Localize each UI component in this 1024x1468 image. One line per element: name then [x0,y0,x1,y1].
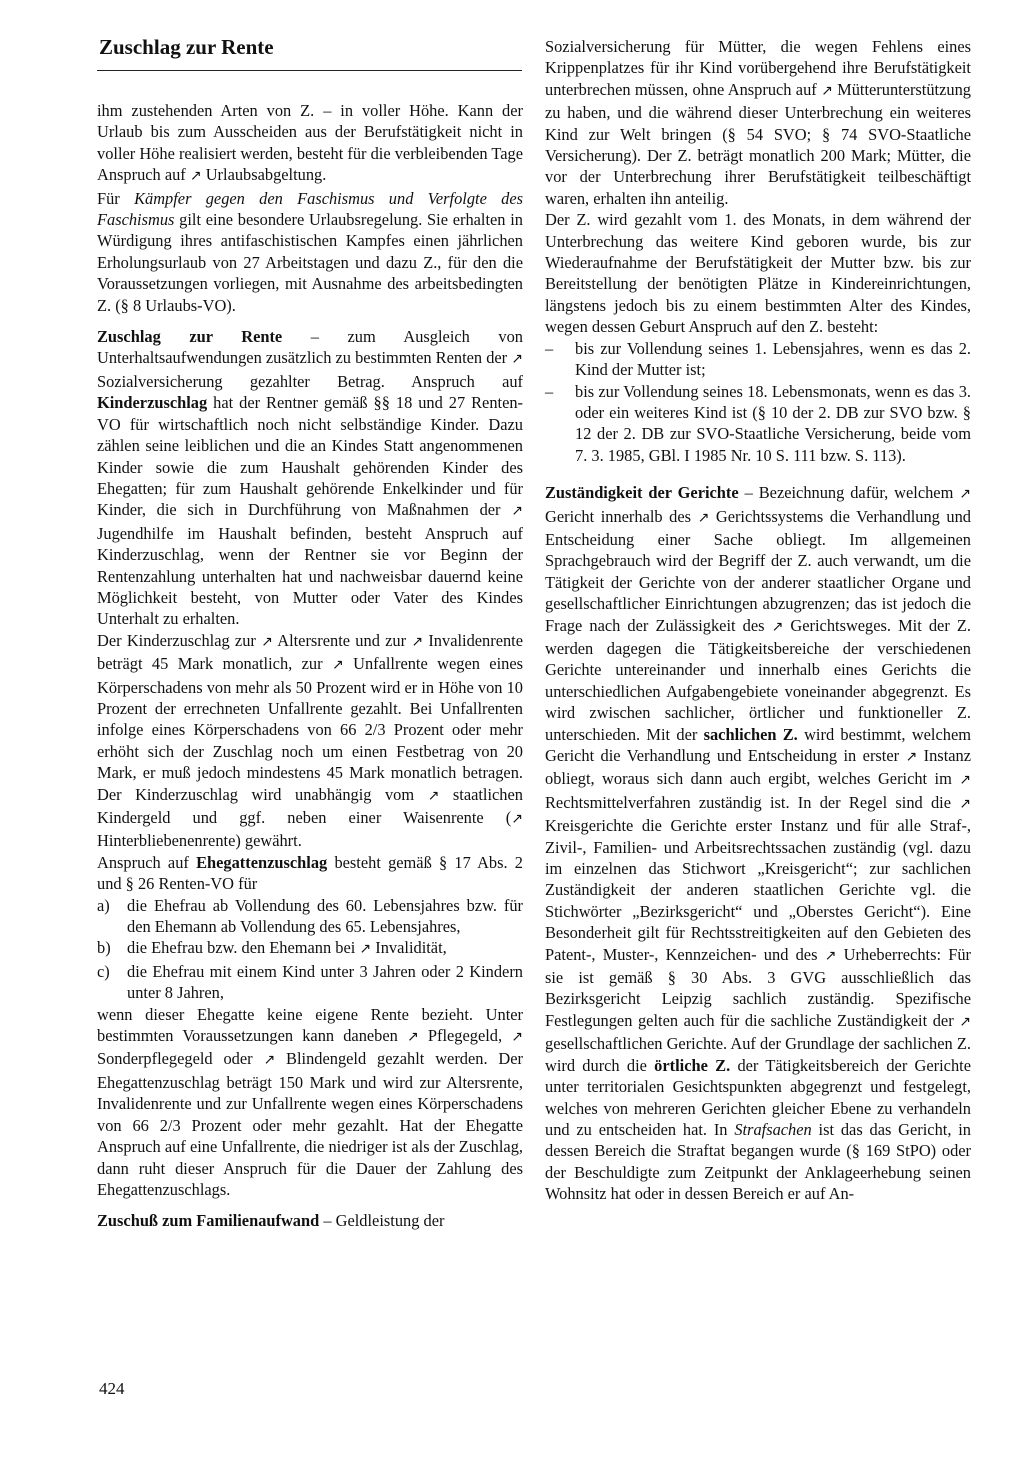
cross-reference-arrow-icon: ↗ [511,1029,523,1046]
entry-term: Zuschuß zum Familienaufwand [97,1211,320,1231]
text: besteht gemäß § 17 Abs. 2 und § 26 Renten-VO für [97,852,523,894]
list-item [545,338,971,381]
list-text: die Ehefrau ab Vollendung des 60. Lebensjahres bzw. für den Ehemann ab Vollendung des 65. Lebensjahres, [127,895,523,937]
text: hat der Rentner gemäß §§ 18 und 27 Renten-VO für wirtschaftlich noch nicht selbständige Kinder. Dazu zählen seine leiblichen und die an Kindes Statt angenommenen Kinder sowie die zum Haushalt gehörenden Kinder des Ehegatten; für zum Haushalt gehörende Enkelkinder und für Kinder, die sich in Durchführung von Maßnahmen der [97,393,523,520]
cross-reference-arrow-icon: ↗ [824,947,837,964]
list-marker: c) [97,961,110,981]
entry-term: Zuschlag zur Rente [97,327,283,347]
text: Anspruch auf [97,852,189,872]
list-marker: a) [97,895,110,915]
cross-reference-arrow-icon: ↗ [959,486,971,503]
paragraph-sozialversicherung [545,36,971,209]
paragraph-zahlung: Der Z. wird gezahlt vom 1. des Monats, in dem während der Unterbrechung das weitere Kind geboren wurde, bis zur Wiederaufnahme der Berufstätigkeit der Mutter bzw. bis zur Bereitstellung der benötigten Plätze in Kindereinrichtungen, längstens jedoch bis zu einem bestimmten Alter des Kindes, wegen dessen Geburt Anspruch auf den Z. besteht: [545,210,971,337]
cross-reference-arrow-icon: ↗ [959,1013,971,1030]
page-title: Zuschlag zur Rente [99,35,274,59]
text: gilt eine besondere Urlaubsregelung. Sie erhalten in Würdigung ihres antifaschistischen Kampfes einen jährlichen Erholungsurlaub von 27 Arbeitstagen und dazu Z., für den die Voraussetzungen vorliegen, mit Ausnahme des arbeitsbedingten Z. (§ 8 Urlaubs-VO). [97,210,523,315]
text: Sozialversicherung gezahlter Betrag. Anspruch auf [97,371,523,391]
text: Sozialversicherung für Mütter, die wegen Fehlens eines Krippenplatzes für ihr Kind vorübergehend ihre Berufstätigkeit unterbrechen müssen, ohne Anspruch auf [545,37,971,99]
text: Hinterbliebenenrente) gewährt. [97,831,302,851]
cross-reference-arrow-icon: ↗ [511,503,523,520]
text: Sonderpflegegeld oder [97,1049,253,1069]
text: – Bezeichnung dafür, welchem [744,483,954,503]
emphasis-text: Kämpfer gegen den Faschismus und Verfolgte des Faschismus [97,188,523,230]
cross-reference-arrow-icon: ↗ [511,811,523,827]
text: Unfallrente wegen eines Körperschadens von mehr als 50 Prozent wird er in Höhe von 10 Prozent der errechneten Unfallrente gezahlt. Bei Unfallrenten infolge eines Körperschadens von 66 2/3 Prozent oder mehr erhöht sich der Zuschlag noch um einen Festbetrag von 20 Mark, er muß jedoch mindestens 45 Mark monatlich betragen. Der Kinderzuschlag wird unabhängig vom [97,654,523,804]
cross-reference-arrow-icon: ↗ [959,795,971,812]
text: Blindengeld gezahlt werden. Der Ehegattenzuschlag beträgt 150 Mark und wird zur Altersrente, Invalidenrente und zur Unfallrente wegen eines Körperschadens von 66 2/3 Prozent oder mehr gezahlt. Hat der Ehegatte Anspruch auf eine Unfallrente, die niedriger ist als der Zuschlag, dann ruht dieser Anspruch für die Dauer der Zahlung des Ehegattenzuschlags. [97,1049,523,1199]
cross-reference-arrow-icon: ↗ [771,618,784,635]
entry-zustaendigkeit-der-gerichte [545,482,971,1204]
text: Kreisgerichte die Gerichte erster Instanz und für alle Straf-, Zivil-, Familien- und Arbeitsrechtssachen zuständig (vgl. dazu im einzelnen das Stichwort „Kreisgericht“; zur sachlichen Zuständigkeit der anderen staatlichen Gerichte vgl. die Stichwörter „Bezirksgericht“ und „Oberstes Gericht“). Eine Besonderheit gilt für Rechtsstreitigkeiten auf den Gebieten des Patent-, Muster-, Kennzeichen- und des [545,816,971,964]
list-text: bis zur Vollendung seines 1. Lebensjahres, wenn es das 2. Kind der Mutter ist; [575,338,971,380]
entry-zuschlag-zur-rente [97,326,523,630]
list-marker: – [545,338,554,358]
text: Instanz obliegt, woraus sich dann auch ergibt, welches Gericht im [545,746,971,789]
subterm: sachlichen Z. [703,724,798,744]
list-item [545,381,971,467]
paragraph-ehegattenzuschlag [97,852,523,895]
cross-reference-arrow-icon: ↗ [959,772,972,789]
header-divider [97,70,522,71]
text: der Tätigkeitsbereich der Gerichte unter territorialen Gesichtspunkten abgegrenzt und festgelegt, welches von mehreren Gerichten gleicher Ebene zu verhandeln und zu entscheiden hat. In [545,1055,971,1139]
text: wenn dieser Ehegatte keine eigene Rente bezieht. Unter bestimmten Voraussetzungen kann daneben [97,1004,523,1046]
cross-reference-arrow-icon: ↗ [427,787,440,804]
list-text: die Ehefrau mit einem Kind unter 3 Jahren oder 2 Kindern unter 8 Jahren, [127,961,523,1003]
cross-reference-arrow-icon: ↗ [261,633,273,650]
list-marker: – [545,381,554,401]
ehegatten-list [97,895,523,1004]
text: Rechtsmittelverfahren zuständig ist. In der Regel sind die [545,792,951,812]
entry-term: Zuständigkeit der Gerichte [545,483,739,503]
emphasis-text: Strafsachen [734,1119,812,1139]
text: – Geldleistung der [323,1211,445,1231]
text: Altersrente und zur [277,630,407,650]
text: Der Kinderzuschlag zur [97,630,256,650]
cross-reference-arrow-icon: ↗ [511,351,523,368]
cross-reference-arrow-icon: ↗ [821,82,833,99]
text: Invalidenrente beträgt 45 Mark monatlich, zur [97,630,523,674]
cross-reference-arrow-icon: ↗ [411,633,424,650]
text: Urheberrechts: Für sie ist gemäß § 30 Abs. 3 GVG ausschließlich das Bezirksgericht Leipzig sachlich zuständig. Spezifische Festlegungen gelten auch für die sachliche Zuständigkeit der [545,944,971,1030]
paragraph-kinderzuschlag [97,630,523,852]
cross-reference-arrow-icon: ↗ [189,168,202,185]
left-column [97,100,523,1232]
text: Gerichtssystems die Verhandlung und Entscheidung einer Sache obliegt. Im allgemeinen Sprachgebrauch wird der Begriff der Z. auch verwandt, um die Tätigkeit der Gerichte von der anderer staatlicher Organe und gesellschaftlicher Einrichtungen abzugrenzen; das ist jedoch die Frage nach der Zulässigkeit des [545,506,972,635]
cross-reference-arrow-icon: ↗ [407,1029,419,1046]
page-number: 424 [99,1379,125,1398]
list-text: bis zur Vollendung seines 18. Lebensmonats, wenn es das 3. oder ein weiteres Kind ist (§ 10 der 2. DB zur SVO bzw. § 12 der 2. DB zur SVO-Staatliche Versicherung, beide vom 7. 3. 1985, GBl. I 1985 Nr. 10 S. 111 bzw. S. 113). [575,381,971,465]
text: Mütterunterstützung zu haben, und die während dieser Unterbrechung ein weiteres Kind zur Welt bringen (§ 54 SVO; § 74 SVO-Staatliche Versicherung). Der Z. beträgt monatlich 200 Mark; Mütter, die vor der Unterbrechung ihrer Berufstätigkeit teilbeschäftigt waren, erhalten ihn anteilig. [545,79,971,208]
text: Für [97,188,120,208]
right-column [545,36,971,1205]
cross-reference-arrow-icon: ↗ [905,749,918,765]
cross-reference[interactable]: Invalidität, [375,938,447,958]
subterm: Kinderzuschlag [97,393,208,413]
list-text: die Ehefrau bzw. den Ehemann bei [127,938,356,958]
subterm: örtliche Z. [654,1055,731,1075]
list-item [97,961,523,1004]
list-item [97,937,523,960]
list-item [97,895,523,938]
paragraph-faschismus [97,188,523,316]
cross-reference-arrow-icon: ↗ [359,941,372,958]
cross-reference-arrow-icon: ↗ [331,657,344,674]
dash-list [545,338,971,466]
text: ihm zustehenden Arten von Z. – in voller Höhe. Kann der Urlaub bis zum Ausscheiden aus der Berufstätigkeit nicht in voller Höhe realisiert werden, besteht für die verbleibenden Tage Anspruch auf [97,101,523,185]
text: staatlichen Kindergeld und ggf. neben einer Waisenrente ( [97,784,523,827]
text: gesellschaftlichen Gerichte. Auf der Grundlage der sachlichen Z. wird durch die [545,1034,971,1075]
cross-reference-arrow-icon: ↗ [697,509,710,526]
text: Jugendhilfe im Haushalt befinden, besteht Anspruch auf Kinderzuschlag, wenn der Rentner sie vor Beginn der Rentenzahlung unterhalten hat und nachweisbar dauernd keine Möglichkeit besteht, von Mutter oder Vater des Kindes Unterhalt zu erhalten. [97,523,523,629]
text: Gericht innerhalb des [545,506,691,526]
list-marker: b) [97,938,111,958]
text: ist das das Gericht, in dessen Bereich die Straftat begangen wurde (§ 169 StPO) oder der Beschuldigte zum Zeitpunkt der Anklageerhebung seinen Wohnsitz hat oder in dessen Bereich er auf An- [545,1119,971,1204]
entry-zuschuss-familienaufwand [97,1210,523,1231]
paragraph-pflegegeld [97,1004,523,1201]
text: wird bestimmt, welchem Gericht die Verhandlung und Entscheidung in erster [545,724,971,765]
text: Pflegegeld, [427,1026,503,1046]
cross-reference[interactable]: Urlaubsabgeltung. [205,165,327,185]
text: Gerichtsweges. Mit der Z. werden dagegen die Tätigkeitsbereiche der verschiedenen Gerichte untereinander und innerhalb eines Gerichts die unterschiedlichen Aufgabengebiete voneinander abgegrenzt. Es wird zwischen sachlicher, örtlicher und funktioneller Z. unterschieden. Mit der [545,615,971,744]
subterm: Ehegattenzuschlag [196,852,328,872]
text: – zum Ausgleich von Unterhaltsaufwendungen zusätzlich zu bestimmten Renten der [97,327,523,368]
cross-reference-arrow-icon: ↗ [263,1052,276,1069]
paragraph-urlaub [97,100,523,188]
